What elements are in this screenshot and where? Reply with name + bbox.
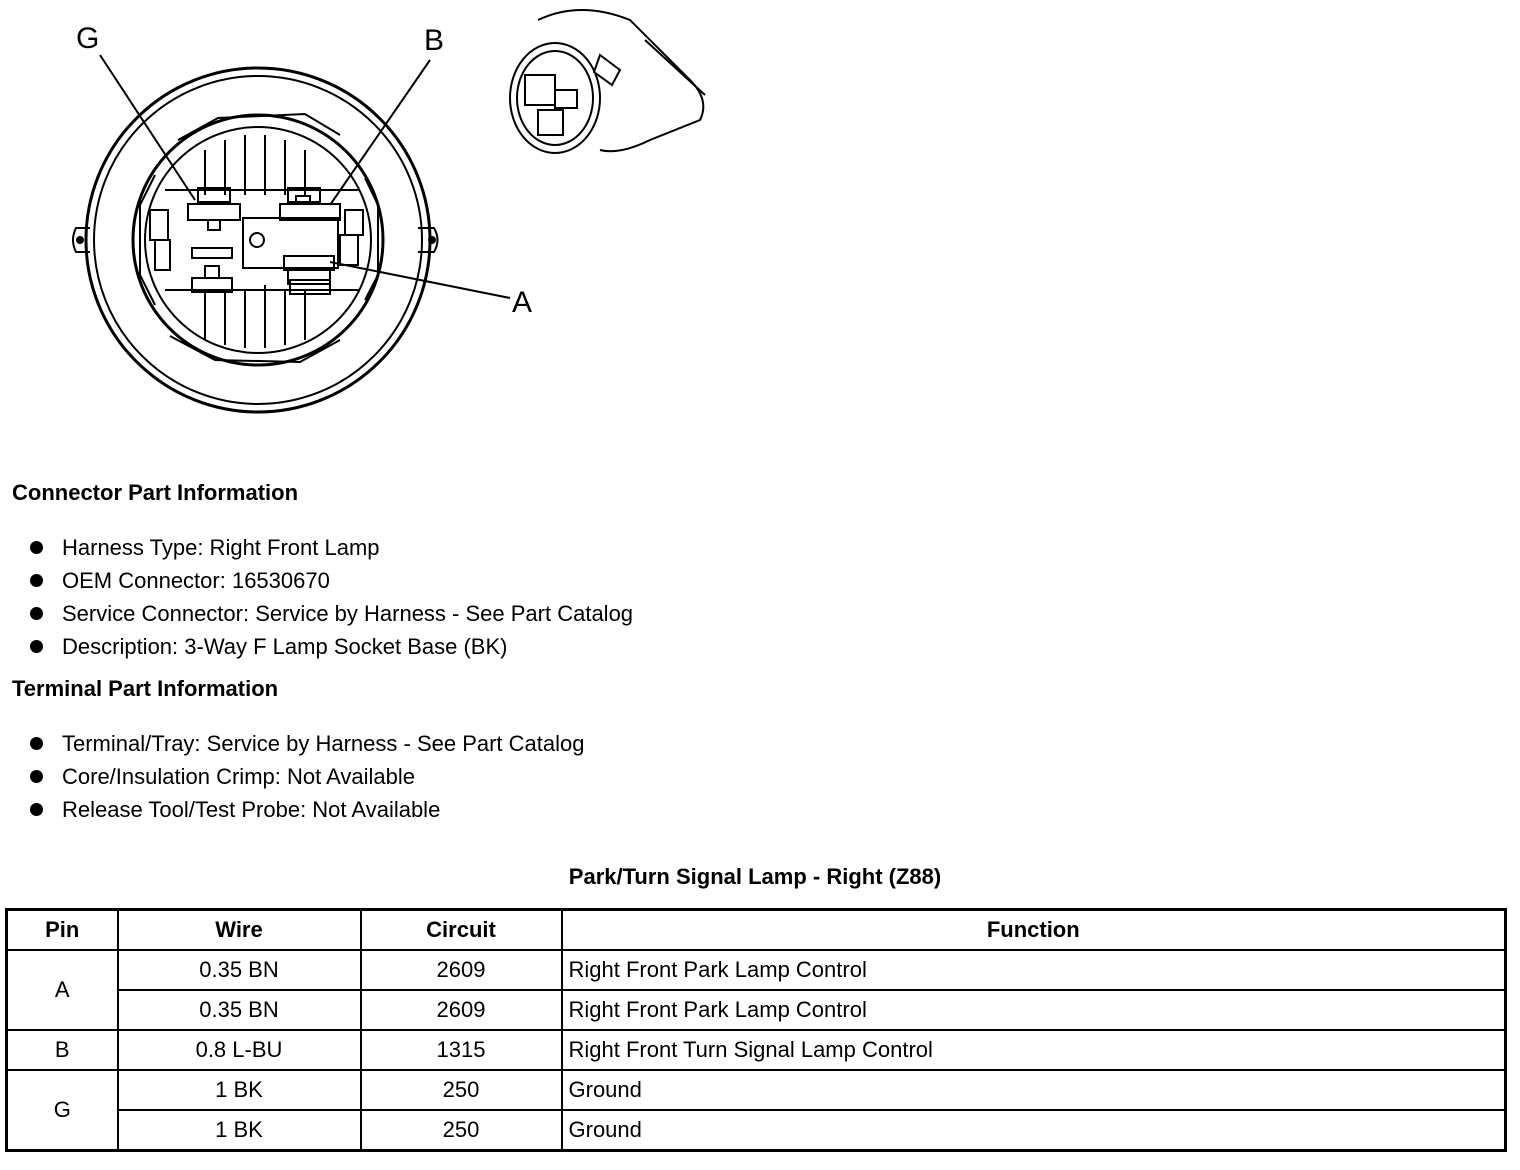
function-cell: Right Front Turn Signal Lamp Control xyxy=(562,1030,1506,1070)
circuit-cell: 2609 xyxy=(361,950,562,990)
bullet-icon xyxy=(30,803,43,816)
socket-iso-view xyxy=(510,10,705,153)
table-row xyxy=(7,1070,1506,1110)
header-wire: Wire xyxy=(118,910,361,951)
circuit-cell: 250 xyxy=(361,1070,562,1110)
function-cell: Ground xyxy=(562,1110,1506,1151)
connector-info-title: Connector Part Information xyxy=(12,480,299,505)
terminal-info-title: Terminal Part Information xyxy=(12,676,279,701)
label-b: B xyxy=(424,24,445,57)
list-item: Core/Insulation Crimp: Not Available xyxy=(30,760,585,793)
function-cell: Ground xyxy=(562,1070,1506,1110)
connector-info-list xyxy=(30,531,633,663)
bullet-icon xyxy=(30,770,43,783)
pin-cell: B xyxy=(7,1030,118,1070)
wire-cell: 1 BK xyxy=(118,1110,361,1151)
circuit-cell: 1315 xyxy=(361,1030,562,1070)
pin-table xyxy=(5,908,1507,1152)
terminal-g xyxy=(188,204,240,220)
wire-cell: 0.8 L-BU xyxy=(118,1030,361,1070)
table-row xyxy=(7,990,1506,1030)
list-item: Harness Type: Right Front Lamp xyxy=(30,531,633,564)
connector-diagram xyxy=(0,0,760,440)
list-item: OEM Connector: 16530670 xyxy=(30,564,633,597)
list-item: Description: 3-Way F Lamp Socket Base (BK) xyxy=(30,630,633,663)
table-row xyxy=(7,1030,1506,1070)
bullet-icon xyxy=(30,574,43,587)
list-item: Terminal/Tray: Service by Harness - See Part Catalog xyxy=(30,727,585,760)
table-header-row xyxy=(7,910,1506,951)
circuit-cell: 2609 xyxy=(361,990,562,1030)
bullet-icon xyxy=(30,737,43,750)
list-item: Release Tool/Test Probe: Not Available xyxy=(30,793,585,826)
header-function: Function xyxy=(562,910,1506,951)
wire-cell: 0.35 BN xyxy=(118,990,361,1030)
table-row xyxy=(7,1110,1506,1151)
bullet-icon xyxy=(30,640,43,653)
label-g: G xyxy=(76,22,100,55)
function-cell: Right Front Park Lamp Control xyxy=(562,950,1506,990)
list-item: Service Connector: Service by Harness - See Part Catalog xyxy=(30,597,633,630)
circuit-cell: 250 xyxy=(361,1110,562,1151)
header-circuit: Circuit xyxy=(361,910,562,951)
pin-table-title: Park/Turn Signal Lamp - Right (Z88) xyxy=(568,864,942,889)
wire-cell: 1 BK xyxy=(118,1070,361,1110)
header-pin: Pin xyxy=(7,910,118,951)
table-row xyxy=(7,950,1506,990)
wire-cell: 0.35 BN xyxy=(118,950,361,990)
terminal-info-list xyxy=(30,727,585,826)
pin-cell: A xyxy=(7,950,118,1030)
function-cell: Right Front Park Lamp Control xyxy=(562,990,1506,1030)
pin-cell: G xyxy=(7,1070,118,1151)
label-a: A xyxy=(512,286,533,319)
bullet-icon xyxy=(30,541,43,554)
bullet-icon xyxy=(30,607,43,620)
